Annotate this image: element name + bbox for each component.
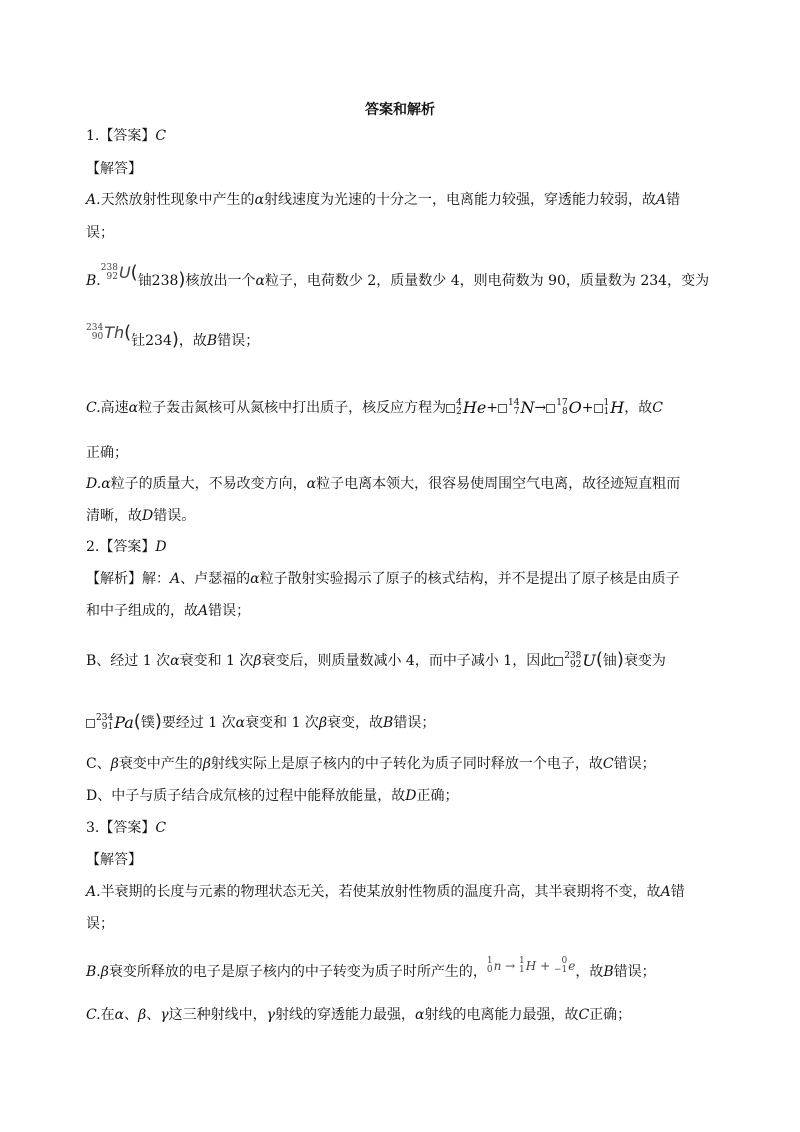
helium-nuclide: 4 2 He [446, 398, 486, 418]
q3-option-c: C.在α、β、γ这三种射线中，γ射线的穿透能力最强，α射线的电离能力最强，故C正确； [86, 1007, 632, 1023]
q1-option-d-wrap: 清晰，故D错误。 [86, 508, 196, 524]
q2-option-b-wrap: 234 91 Pa (镤)要经过 1 次α衰变和 1 次β衰变，故B错误； [86, 712, 730, 733]
q3-answer: 3.【答案】C [86, 820, 167, 836]
q1-jieda: 【解答】 [86, 161, 142, 177]
q3-option-a-wrap: 误； [86, 916, 114, 932]
q3-jieda: 【解答】 [86, 852, 142, 868]
oxygen-nuclide: 17 8 O [546, 398, 582, 418]
page-title: 答案和解析 [365, 102, 435, 118]
q1-option-c-wrap: 正确； [86, 445, 128, 461]
q2-option-a: 【解析】解：A、卢瑟福的α粒子散射实验揭示了原子的核式结构，并不是提出了原子核是由质子 [86, 571, 680, 587]
q2-option-b: B、经过 1 次α衰变和 1 次β衰变后，则质量数减小 4，而中子减小 1，因此 238 92 U (铀)衰变为 [86, 649, 666, 670]
q1-answer: 1.【答案】C [86, 128, 167, 144]
q1-option-b: B. 238 92 U ( 铀238)核放出一个α粒子，电荷数少 2，质量数少 4，则电荷数为 90，质量数为 234，变为 [86, 262, 710, 290]
q3-option-a: A.半衰期的长度与元素的物理状态无关，若使某放射性物质的温度升高，其半衰期将不变，故A错 [86, 884, 685, 900]
placeholder-box-icon [594, 404, 603, 413]
protactinium-nuclide: 234 91 Pa [86, 713, 134, 733]
q1-option-a: A.天然放射性现象中产生的α射线速度为光速的十分之一，电离能力较强，穿透能力较弱，故A错 [86, 192, 681, 208]
thorium-nuclide: 234 90 Th ( [86, 322, 132, 343]
q2-answer: 2.【答案】D [86, 539, 167, 555]
placeholder-box-icon [498, 404, 507, 413]
q2-option-c: C、β衰变中产生的β射线实际上是原子核内的中子转化为质子同时释放一个电子，故C错误； [86, 756, 656, 772]
q3-option-b: B.β衰变所释放的电子是原子核内的中子转变为质子时所产生的， 1 0 n → 1 1 H + 0 −1 e ，故B错误； [86, 956, 656, 980]
uranium-nuclide: 238 92 U ( [100, 262, 138, 283]
uranium-nuclide: 238 92 U [554, 651, 596, 671]
hydrogen-nuclide: 1 1 H [594, 398, 625, 418]
placeholder-box-icon [554, 657, 563, 666]
q1-option-d: D.α粒子的质量大，不易改变方向，α粒子电离本领大，很容易使周围空气电离，故径迹短直粗而 [86, 476, 681, 492]
placeholder-box-icon [446, 404, 455, 413]
q2-option-d: D、中子与质子结合成氘核的过程中能释放能量，故D正确； [86, 788, 459, 804]
q1-option-b-wrap: 234 90 Th ( 钍234)，故B错误； [86, 322, 260, 350]
q2-option-a-wrap: 和中子组成的，故A错误； [86, 603, 251, 619]
placeholder-box-icon [546, 404, 555, 413]
q1-option-a-wrap: 误； [86, 225, 114, 241]
placeholder-box-icon [86, 719, 95, 728]
nitrogen-nuclide: 14 7 N [498, 398, 534, 418]
q1-option-c: C.高速α粒子轰击氮核可从氮核中打出质子，核反应方程为 4 2 He + 14 7 N → 17 8 O + 1 1 H ，故C [86, 398, 663, 417]
neutron-decay-equation: 1 0 n → 1 1 H + 0 −1 e [486, 956, 576, 975]
